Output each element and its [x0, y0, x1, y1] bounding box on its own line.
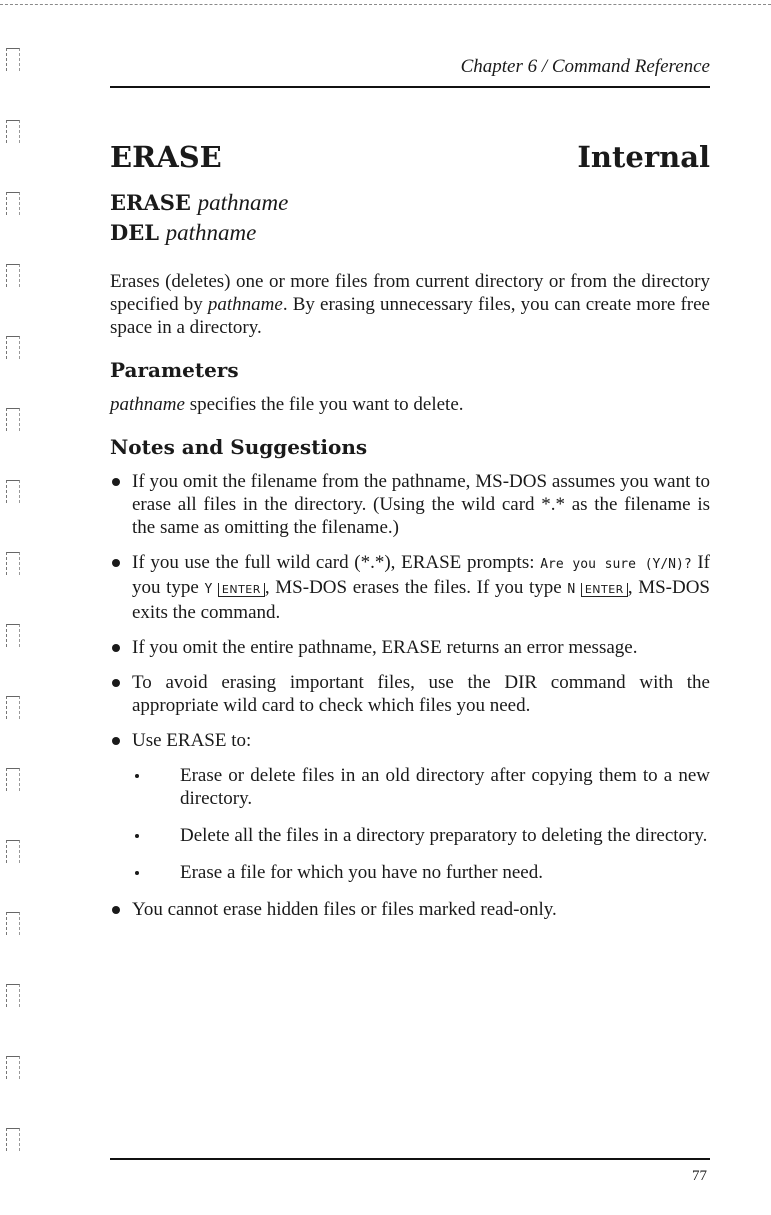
note-text: If you use the full wild card (*.*), ERASE prompts: — [132, 552, 541, 573]
binder-hole-mark — [6, 120, 20, 143]
scan-edge-line — [0, 4, 771, 5]
page-number: 77 — [692, 1168, 707, 1184]
enter-key: ENTER — [218, 583, 265, 597]
footer-rule — [110, 1158, 710, 1160]
binder-hole-mark — [6, 48, 20, 71]
note-text: , MS-DOS erases the files. If you type — [264, 577, 568, 598]
list-item — [110, 729, 710, 884]
description-text: Erases (deletes) one or more files from current directory or from the directory specified by — [110, 271, 710, 315]
enter-key: ENTER — [581, 583, 628, 597]
description-emphasis: pathname — [207, 294, 283, 315]
binder-hole-mark — [6, 480, 20, 503]
binder-hole-mark — [6, 696, 20, 719]
sub-list-item: Delete all the files in a directory preparatory to deleting the directory. — [132, 824, 710, 847]
list-item: If you omit the entire pathname, ERASE returns an error message. — [110, 636, 710, 659]
prompt-text: Are you sure (Y/N)? — [540, 557, 692, 572]
binder-hole-mark — [6, 192, 20, 215]
sub-list — [132, 764, 710, 884]
list-item: You cannot erase hidden files or files marked read-only. — [110, 898, 710, 921]
running-head: Chapter 6 / Command Reference — [460, 56, 710, 77]
binder-hole-mark — [6, 552, 20, 575]
binder-hole-mark — [6, 1128, 20, 1151]
binder-hole-mark — [6, 336, 20, 359]
binder-hole-mark — [6, 840, 20, 863]
binder-hole-mark — [6, 624, 20, 647]
list-item: To avoid erasing important files, use the DIR command with the appropriate wild card to check which files you need. — [110, 671, 710, 717]
binder-hole-mark — [6, 768, 20, 791]
syntax-block — [110, 188, 288, 248]
command-title: ERASE — [110, 140, 222, 174]
command-type: Internal — [577, 140, 710, 174]
key-y: Y — [204, 582, 213, 597]
sub-list-item: Erase or delete files in an old directory after copying them to a new directory. — [132, 764, 710, 810]
page-content — [110, 270, 710, 933]
parameters-heading: Parameters — [110, 358, 239, 382]
parameter-name: pathname — [110, 394, 185, 415]
command-title-row — [110, 140, 710, 174]
description-paragraph — [110, 270, 710, 339]
syntax-argument: pathname — [197, 190, 289, 215]
syntax-line — [110, 188, 288, 218]
parameter-description: specifies the file you want to delete. — [184, 394, 464, 415]
binder-hole-mark — [6, 408, 20, 431]
list-item — [110, 551, 710, 624]
binder-hole-mark — [6, 984, 20, 1007]
notes-heading: Notes and Suggestions — [110, 435, 368, 459]
syntax-command: ERASE — [110, 190, 191, 215]
key-n: N — [567, 582, 576, 597]
parameters-paragraph — [110, 393, 710, 416]
list-item: If you omit the filename from the pathname, MS-DOS assumes you want to erase all files in the directory. (Using the wild card *.* as the filename is the same as omitting the filename.) — [110, 470, 710, 539]
binder-hole-mark — [6, 912, 20, 935]
notes-list — [110, 470, 710, 921]
sub-list-item: Erase a file for which you have no further need. — [132, 861, 710, 884]
note-text: , MS-DOS exits the command. — [132, 577, 710, 623]
binder-hole-mark — [6, 264, 20, 287]
note-text: Use ERASE to: — [132, 730, 252, 751]
syntax-argument: pathname — [165, 220, 257, 245]
header-rule — [110, 86, 710, 88]
syntax-command: DEL — [110, 220, 159, 245]
syntax-line — [110, 218, 288, 248]
note-text: If you type — [132, 552, 711, 598]
binder-hole-mark — [6, 1056, 20, 1079]
description-text: . By erasing unnecessary files, you can create more free space in a directory. — [110, 294, 710, 338]
